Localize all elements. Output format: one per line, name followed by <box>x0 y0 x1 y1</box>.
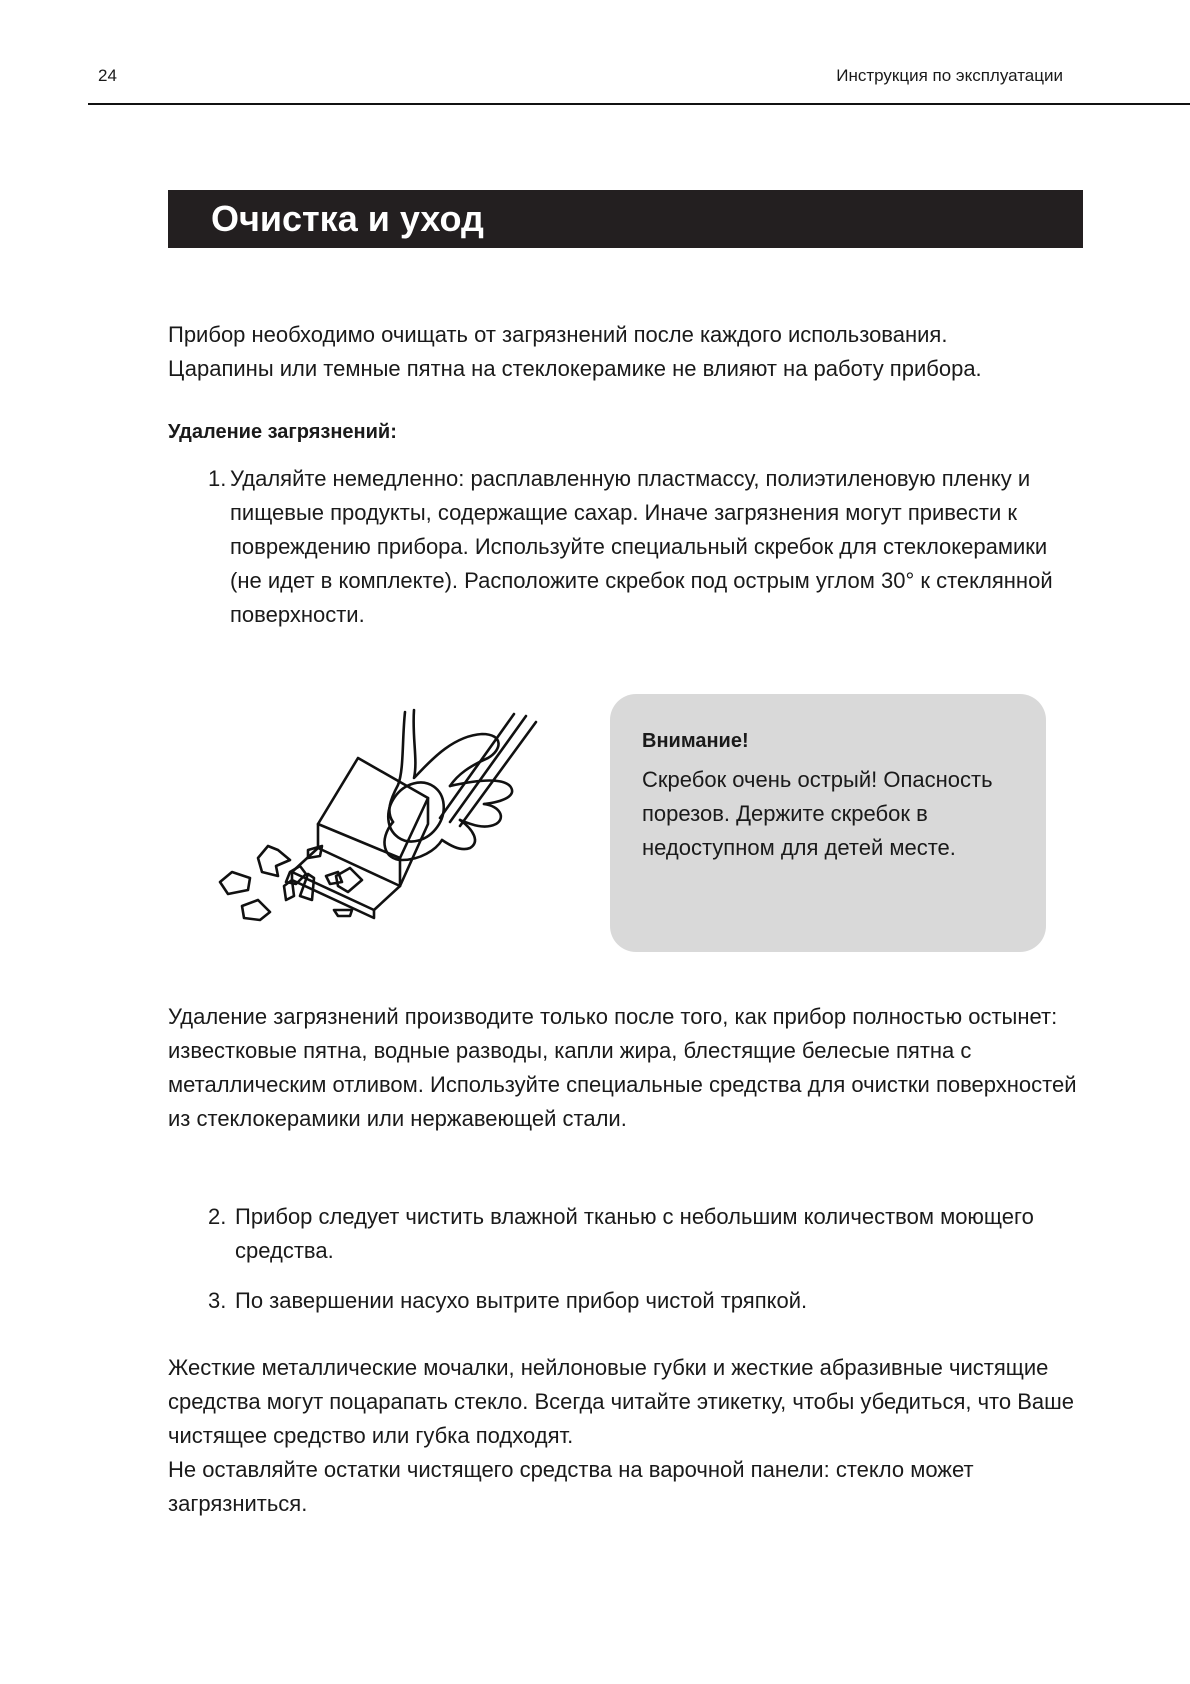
list-item-number: 2. <box>208 1204 227 1229</box>
debris <box>334 910 352 916</box>
finger-2 <box>460 804 501 827</box>
page-number: 24 <box>98 66 117 85</box>
list-item-text: По завершении насухо вытрите прибор чистой тряпкой. <box>235 1288 808 1313</box>
document-title: Инструкция по эксплуатации <box>836 66 1063 85</box>
list-item-number: 1. <box>208 466 227 491</box>
intro-line-2: Царапины или темные пятна на стеклокерамике не влияют на работу прибора. <box>168 356 982 381</box>
section-title-bar <box>168 190 1083 248</box>
abrasives-paragraph <box>168 1351 1098 1521</box>
list-item <box>168 1200 1068 1268</box>
debris <box>220 872 250 894</box>
list-item <box>168 1284 1068 1318</box>
list-item <box>168 462 1068 632</box>
list-item-text: Прибор следует чистить влажной тканью с небольшим количеством моющего средства. <box>235 1204 1034 1263</box>
abrasives-line-2: Не оставляйте остатки чистящего средства на варочной панели: стекло может загрязниться. <box>168 1457 974 1516</box>
numbered-list-1 <box>168 462 1068 632</box>
debris <box>258 846 290 876</box>
debris <box>242 900 270 920</box>
warning-title: Внимание! <box>642 730 749 752</box>
hand-scraper-icon <box>188 700 588 980</box>
scraper-top <box>318 758 428 858</box>
subheading: Удаление загрязнений: <box>168 421 397 443</box>
warning-box <box>610 694 1046 952</box>
handle-lines <box>440 714 536 826</box>
debris <box>326 872 342 884</box>
warning-text: Скребок очень острый! Опасность порезов. Держите скребок в недоступном для детей месте. <box>642 767 993 860</box>
intro-line-1: Прибор необходимо очищать от загрязнений после каждого использования. <box>168 322 948 347</box>
hand-outline-2 <box>414 710 499 786</box>
header-rule <box>88 103 1190 105</box>
section-title: Очистка и уход <box>211 198 484 239</box>
cleaning-paragraph: Удаление загрязнений производите только после того, как прибор полностью остынет: известковые пятна, водные разводы, капли жира, блестящие белесые пятна с металлическим отливом. Используйте специальные средства для очистки поверхностей из стеклокерамики или нержавеющей стали. <box>168 1004 1077 1131</box>
intro-paragraph <box>168 318 1098 386</box>
list-item-text: Удаляйте немедленно: расплавленную пластмассу, полиэтиленовую пленку и пищевые продукты, содержащие сахар. Иначе загрязнения могут привести к повреждению прибора. Используйте специальный скребок для стеклокерамики (не идет в комплекте). Расположите скребок под острым углом 30° к стеклянной поверхности. <box>230 466 1053 627</box>
abrasives-line-1: Жесткие металлические мочалки, нейлоновые губки и жесткие абразивные чистящие средства могут поцарапать стекло. Всегда читайте этикетку, чтобы убедиться, что Ваше чистящее средство или губка подходят. <box>168 1355 1075 1448</box>
hand-outline <box>389 712 405 822</box>
list-item-number: 3. <box>208 1288 227 1313</box>
numbered-list-2 <box>168 1200 1068 1334</box>
